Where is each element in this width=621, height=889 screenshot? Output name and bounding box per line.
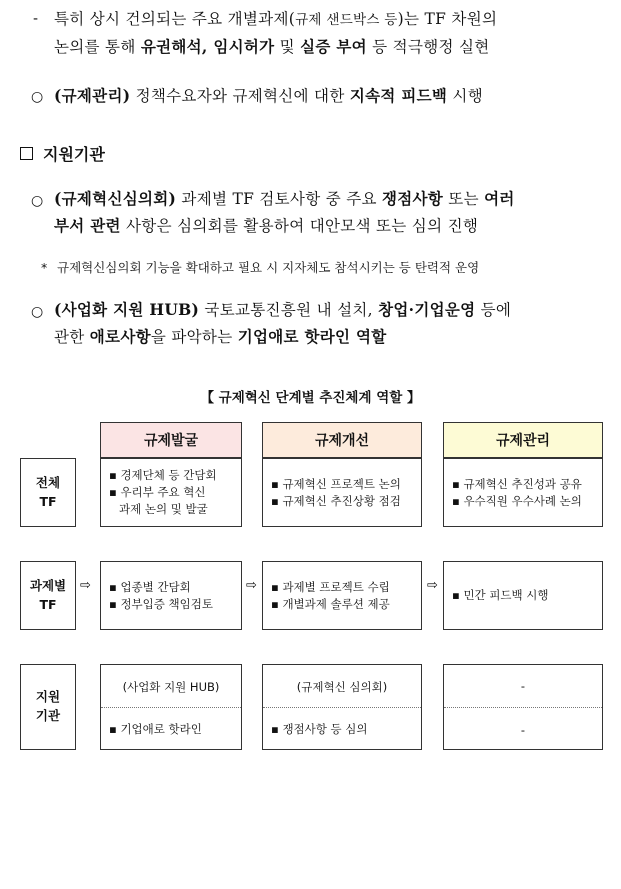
p4-text-4: 을 파악하는 xyxy=(150,328,238,346)
list-item-text: 기업애로 핫라인 xyxy=(120,721,202,736)
circle-marker: ○ xyxy=(31,193,44,209)
p1-text-c: 논의를 통해 xyxy=(54,38,141,56)
row-label-line: TF xyxy=(39,596,57,612)
p3-bold-line2: 부서 관련 xyxy=(54,216,121,235)
bullet-icon: ▪ xyxy=(271,596,279,611)
p4-bold-open: (사업화 지원 HUB) xyxy=(54,300,200,319)
p3-text-1: 과제별 TF 검토사항 중 주요 xyxy=(176,190,382,208)
section-box-icon xyxy=(20,147,33,160)
p4-bold-2: 기업애로 핫라인 역할 xyxy=(237,327,387,346)
bullet-icon: ▪ xyxy=(452,493,460,508)
list-item-text: 규제혁신 추진상황 점검 xyxy=(282,493,401,508)
cell-support-discovery xyxy=(100,664,242,750)
p1-text-a: 특히 상시 건의되는 주요 개별과제( xyxy=(54,10,296,28)
row-label-support-org xyxy=(20,664,76,750)
list-item-text: 과제 논의 및 발굴 xyxy=(119,501,208,516)
p4-bold-mid: 창업·기업운영 xyxy=(378,300,476,319)
list-item xyxy=(271,579,421,596)
circle-marker: ○ xyxy=(31,89,44,105)
p2-bold-end: 지속적 피드백 xyxy=(349,86,448,105)
p1-text-e: 등 적극행정 실현 xyxy=(366,38,490,56)
bullet-icon: ▪ xyxy=(109,579,117,594)
list-item-text: 정부입증 책임검토 xyxy=(120,596,213,611)
paragraph-2 xyxy=(54,87,483,106)
row-label-line: TF xyxy=(39,493,57,509)
list-item xyxy=(271,476,421,493)
p2-text: 정책수요자와 규제혁신에 대한 xyxy=(130,87,350,105)
p1-text-d: 및 xyxy=(274,38,301,56)
paragraph-3-line-1 xyxy=(54,190,515,209)
p1-bold-1: 유권해석, 임시허가 xyxy=(140,37,275,56)
council-label: (규제혁신 심의회) xyxy=(296,680,388,694)
p4-text-3: 관한 xyxy=(54,328,90,346)
dotted-divider xyxy=(263,707,421,708)
p4-text-1: 국토교통진흥원 내 설치, xyxy=(199,301,379,319)
row-label-line: 과제별 xyxy=(29,577,67,593)
p2-bold-open: (규제관리) xyxy=(54,86,131,105)
list-item xyxy=(452,476,602,493)
cell-overall-discovery xyxy=(100,458,242,527)
diagram-title: 【 규제혁신 단계별 추진체계 역할 】 xyxy=(200,390,421,406)
row-label-line: 지원 xyxy=(35,689,61,705)
list-item xyxy=(101,717,241,741)
p1-text-b: )는 TF 차원의 xyxy=(397,10,498,28)
hub-label: (사업화 지원 HUB) xyxy=(122,680,220,694)
cell-support-management xyxy=(443,664,603,750)
bullet-icon: ▪ xyxy=(271,493,279,508)
p3-text-line2: 사항은 심의회를 활용하여 대안모색 또는 심의 진행 xyxy=(120,217,479,235)
dash-marker: - xyxy=(33,11,39,27)
arrow-right-icon: ⇨ xyxy=(246,578,257,593)
arrow-right-icon: ⇨ xyxy=(427,578,438,593)
bullet-icon: ▪ xyxy=(271,721,279,736)
empty-dash: - xyxy=(520,679,526,693)
paragraph-1-line-2 xyxy=(54,38,490,57)
paragraph-1-line-1 xyxy=(54,10,497,29)
bullet-icon: ▪ xyxy=(109,721,117,736)
cell-overall-management xyxy=(443,458,603,527)
list-item xyxy=(109,484,241,501)
list-item-text: 개별과제 솔루션 제공 xyxy=(282,596,390,611)
empty-dash: - xyxy=(520,723,526,737)
list-item-text: 우리부 주요 혁신 xyxy=(120,485,206,500)
p4-bold-1: 애로사항 xyxy=(89,327,151,346)
list-item xyxy=(109,467,241,484)
paragraph-3-line-2 xyxy=(54,217,478,236)
list-item-text: 쟁점사항 등 심의 xyxy=(282,721,368,736)
row-label-task-tf xyxy=(20,561,76,630)
p3-bold-end: 여러 xyxy=(484,189,515,208)
paragraph-4-line-2 xyxy=(54,328,387,347)
p1-bold-2: 실증 부여 xyxy=(300,37,367,56)
row-label-overall-tf xyxy=(20,458,76,527)
bullet-icon: ▪ xyxy=(109,596,117,611)
list-item xyxy=(271,493,421,510)
paragraph-4-line-1 xyxy=(54,301,511,320)
list-item-text: 과제별 프로젝트 수립 xyxy=(282,579,390,594)
cell-task-improvement xyxy=(262,561,422,630)
p2-tail: 시행 xyxy=(447,87,483,105)
bullet-icon: ▪ xyxy=(452,476,460,491)
list-item xyxy=(452,587,602,604)
bullet-icon: ▪ xyxy=(452,588,460,603)
column-header-discovery: 규제발굴 xyxy=(100,422,242,458)
row-label-line: 전체 xyxy=(35,474,61,490)
list-item-text: 경제단체 등 간담회 xyxy=(120,468,217,483)
bullet-icon: ▪ xyxy=(271,579,279,594)
dotted-divider xyxy=(101,707,241,708)
bullet-icon: ▪ xyxy=(109,468,117,483)
list-item xyxy=(109,596,241,613)
p4-text-2: 등에 xyxy=(475,301,512,319)
circle-marker: ○ xyxy=(31,304,44,320)
list-item-text: 규제혁신 추진성과 공유 xyxy=(463,476,582,491)
column-header-improvement: 규제개선 xyxy=(262,422,422,458)
arrow-right-icon: ⇨ xyxy=(80,578,91,593)
cell-task-management xyxy=(443,561,603,630)
cell-task-discovery xyxy=(100,561,242,630)
p3-bold-open: (규제혁신심의회) xyxy=(54,189,177,208)
dotted-divider xyxy=(444,707,602,708)
cell-support-improvement xyxy=(262,664,422,750)
list-item xyxy=(109,501,241,518)
list-item-text: 민간 피드백 시행 xyxy=(463,588,549,603)
list-item-text: 우수직원 우수사례 논의 xyxy=(463,493,582,508)
bullet-icon: ▪ xyxy=(271,476,279,491)
list-item xyxy=(109,579,241,596)
asterisk-marker: * xyxy=(41,260,48,275)
p3-bold-mid: 쟁점사항 xyxy=(381,189,444,208)
p3-text-2: 또는 xyxy=(443,190,485,208)
section-title: 지원기관 xyxy=(43,145,105,164)
row-label-line: 기관 xyxy=(35,708,61,723)
column-header-management: 규제관리 xyxy=(443,422,603,458)
bullet-icon: ▪ xyxy=(109,485,117,500)
cell-overall-improvement xyxy=(262,458,422,527)
footnote-text: 규제혁신심의회 기능을 확대하고 필요 시 지자체도 참석시키는 등 탄력적 운영 xyxy=(57,260,480,275)
p1-text-small: 규제 샌드박스 등 xyxy=(295,12,398,28)
list-item-text: 업종별 간담회 xyxy=(120,579,191,594)
list-item xyxy=(271,596,421,613)
list-item xyxy=(452,493,602,510)
list-item-text: 규제혁신 프로젝트 논의 xyxy=(282,476,401,491)
list-item xyxy=(263,717,421,741)
